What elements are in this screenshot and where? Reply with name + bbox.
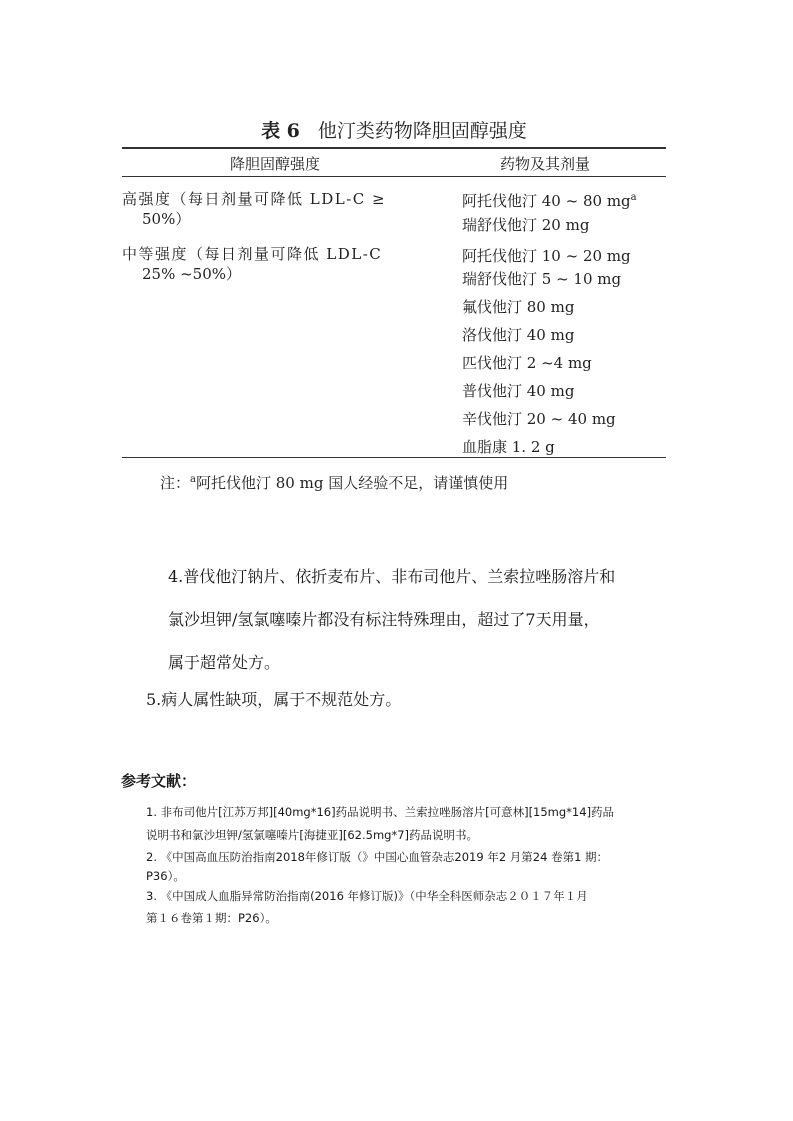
table-top-rule (122, 147, 666, 149)
intensity-text-cont: 25% ~50%） (142, 265, 242, 283)
table-note (160, 472, 508, 493)
paragraph-item-4-line-1: 4.普伐他汀钠片、依折麦布片、非布司他片、兰索拉唑肠溶片和 (168, 567, 616, 586)
reference-line: P36）。 (146, 869, 185, 883)
table-drug-cell: 普伐他汀 40 mg (462, 382, 575, 400)
table-drug-cell: 氟伐他汀 80 mg (462, 298, 575, 316)
table-header-intensity: 降胆固醇强度 (230, 155, 321, 173)
table-number: 表 6 (261, 120, 300, 142)
footnote-marker: a (630, 192, 637, 203)
paragraph-item-4-line-3: 属于超常处方。 (168, 653, 281, 672)
table-bottom-rule (122, 457, 666, 458)
reference-line: 说明书和氯沙坦钾/氢氯噻嗪片[海捷亚][62.5mg*7]药品说明书。 (146, 828, 478, 842)
reference-line: 3. 《中国成人血脂异常防治指南(2016 年修订版)》（中华全科医师杂志２０１７年１月 (146, 889, 588, 903)
table-header-rule (122, 176, 666, 177)
drug-name: 阿托伐他汀 40 ~ 80 mg (462, 192, 631, 210)
paragraph-item-4-line-2: 氯沙坦钾/氢氯噻嗪片都没有标注特殊理由，超过了7天用量， (168, 610, 600, 629)
paragraph-item-5: 5.病人属性缺项，属于不规范处方。 (146, 690, 402, 709)
table-drug-cell: 瑞舒伐他汀 5 ~ 10 mg (462, 270, 622, 288)
references-title: 参考文献： (121, 772, 197, 790)
intensity-text: 高强度（每日剂量可降低 LDL-C ≥ (122, 190, 387, 208)
table-title (120, 116, 668, 143)
note-prefix: 注： (160, 474, 191, 492)
table-cell-moderate-intensity (122, 244, 442, 284)
table-drug-cell: 洛伐他汀 40 mg (462, 326, 575, 344)
note-text: 阿托伐他汀 80 mg 国人经验不足，请谨慎使用 (195, 474, 509, 492)
table-drug-cell: 瑞舒伐他汀 20 mg (462, 216, 590, 234)
intensity-text: 中等强度（每日剂量可降低 LDL-C (122, 245, 383, 263)
footnote-marker: a (190, 474, 196, 485)
intensity-text-cont: 50%） (142, 210, 191, 228)
reference-line: 2. 《中国高血压防治指南2018年修订版（》中国心血管杂志2019 年2 月第24 卷第1 期： (146, 850, 609, 864)
table-cell-high-intensity (122, 189, 442, 229)
reference-line: 1. 非布司他片[江苏万邦][40mg*16]药品说明书、兰索拉唑肠溶片[可意林][15mg*14]药品 (146, 805, 615, 819)
table-drug-cell: 辛伐他汀 20 ~ 40 mg (462, 410, 616, 428)
table-drug-cell: 阿托伐他汀 10 ~ 20 mg (462, 247, 631, 265)
table-drug-cell (462, 190, 637, 211)
reference-line: 第１６卷第１期：P26）。 (146, 911, 277, 925)
table-title-text: 他汀类药物降胆固醇强度 (317, 120, 527, 142)
table-header-drugs: 药物及其剂量 (500, 155, 591, 173)
table-drug-cell: 血脂康 1. 2 g (462, 438, 555, 456)
table-drug-cell: 匹伐他汀 2 ~4 mg (462, 354, 592, 372)
